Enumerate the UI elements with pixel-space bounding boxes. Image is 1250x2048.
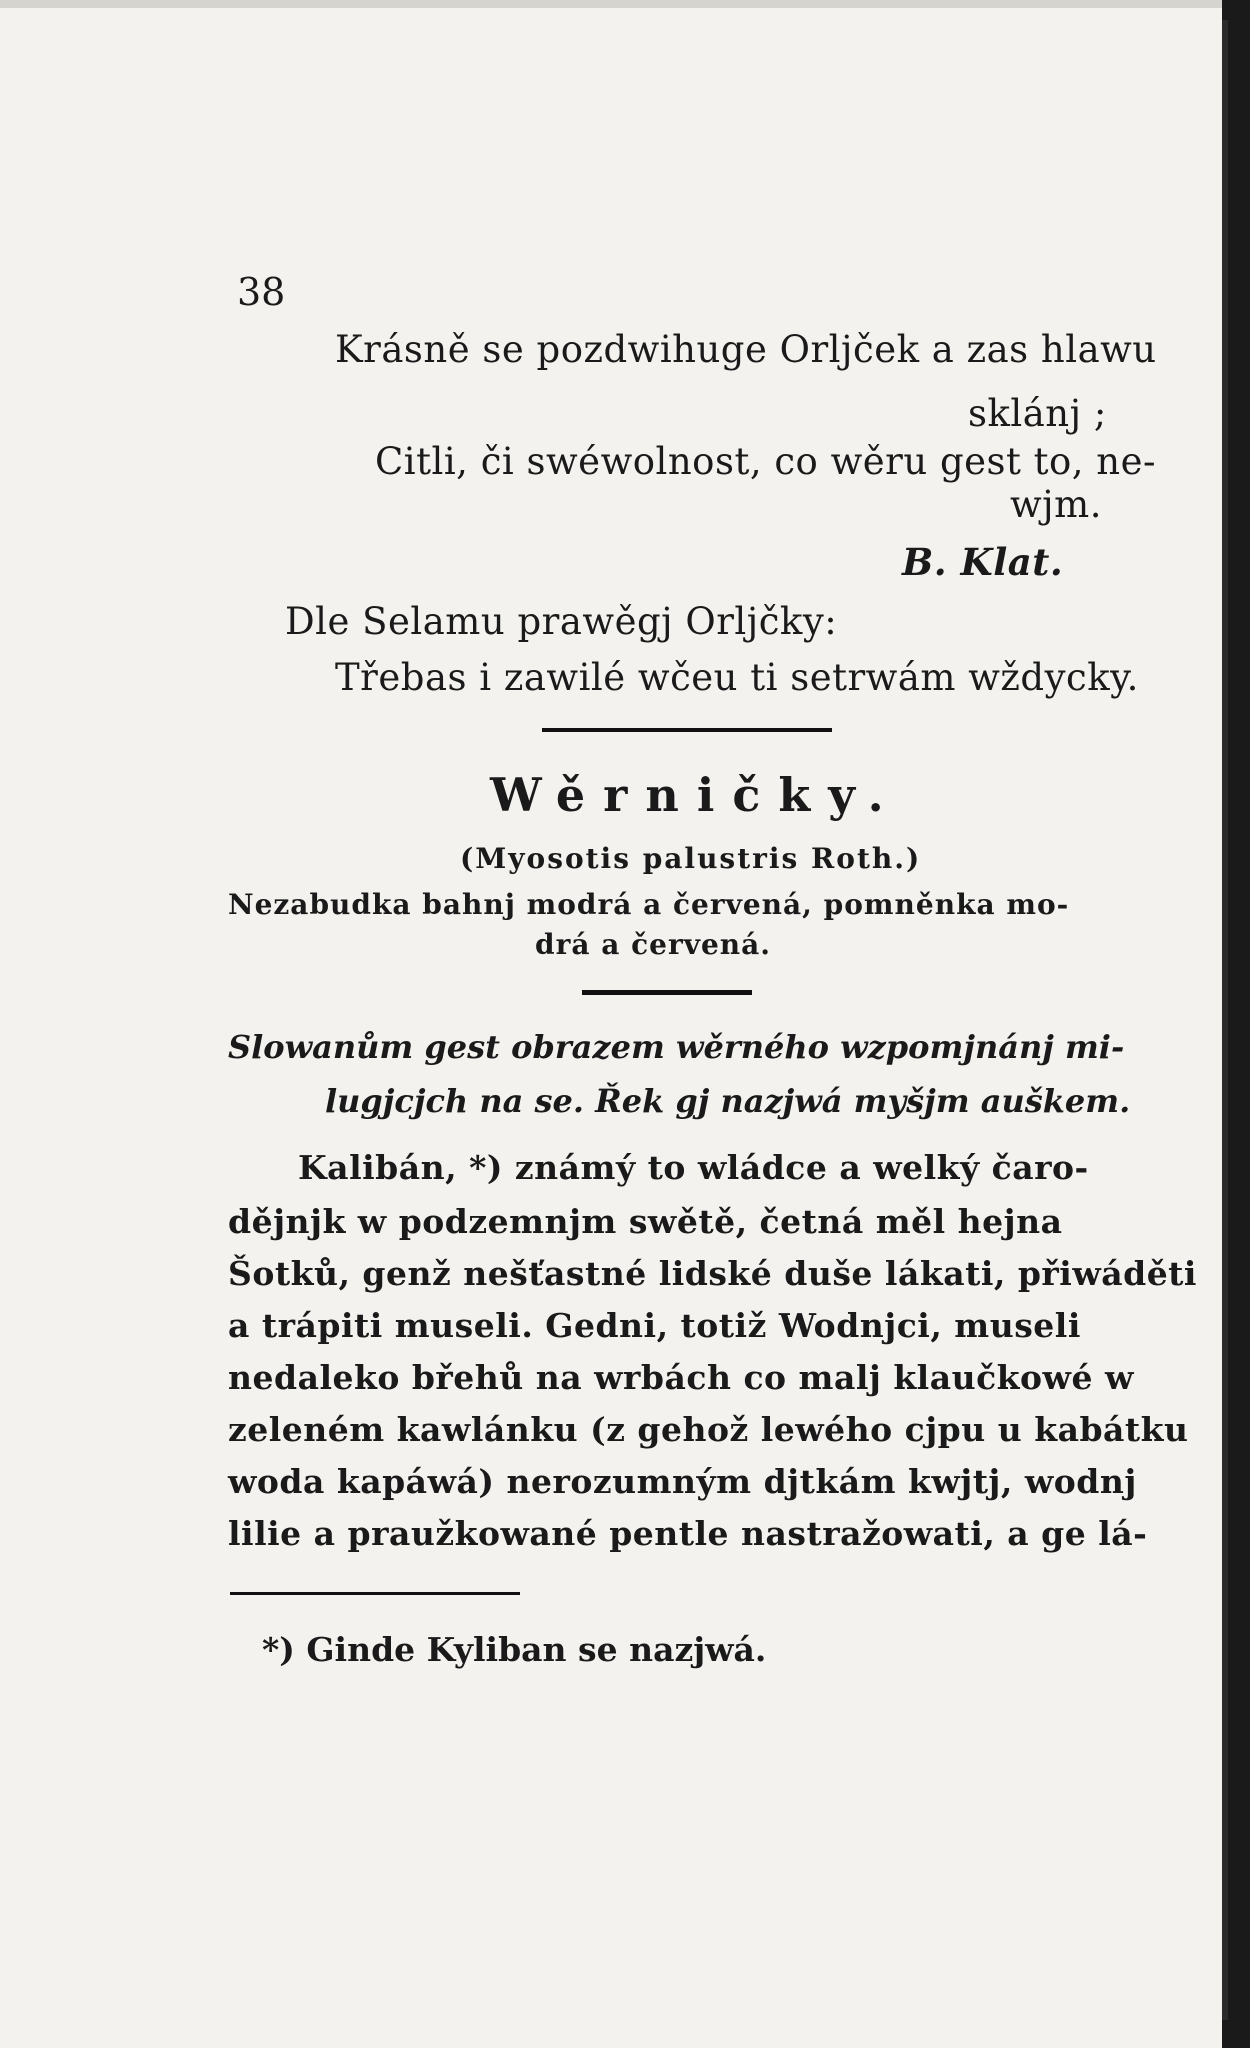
verse-attribution: B. Klat. bbox=[902, 540, 1064, 584]
scan-top-edge bbox=[0, 0, 1222, 8]
verse-line: Krásně se pozdwihuge Orljček a zas hlawu bbox=[335, 328, 1157, 371]
section-divider bbox=[542, 728, 832, 732]
verse-line: Citli, či swéwolnost, co wěru gest to, ne- bbox=[375, 440, 1157, 483]
footnote-divider bbox=[230, 1592, 520, 1595]
verse-line: wjm. bbox=[1010, 483, 1102, 526]
page-number: 38 bbox=[237, 270, 286, 314]
vernacular-names: drá a červená. bbox=[535, 928, 772, 961]
latin-name: (Myosotis palustris Roth.) bbox=[460, 842, 922, 875]
paragraph-line: a trápiti museli. Gedni, totiž Wodnjci, museli bbox=[228, 1306, 1081, 1345]
verse-line: sklánj ; bbox=[968, 392, 1107, 435]
quote-line: Dle Selamu prawěgj Orljčky: bbox=[285, 600, 838, 643]
footnote: *) Ginde Kyliban se nazjwá. bbox=[262, 1630, 767, 1669]
paragraph-line: nedaleko břehů na wrbách co malj klaučkowé w bbox=[228, 1358, 1134, 1397]
italic-motto-line: lugjcjch na se. Řek gj nazjwá myšjm auškem. bbox=[325, 1082, 1131, 1120]
paragraph-line: Šotků, genž nešťastné lidské duše lákati, přiwáděti bbox=[228, 1254, 1197, 1293]
paragraph-line: lilie a praužkowané pentle nastražowati, a ge lá- bbox=[228, 1514, 1148, 1553]
section-heading: Wěrničky. bbox=[490, 768, 902, 822]
paragraph-line: dějnjk w podzemnjm swětě, četná měl hejna bbox=[228, 1202, 1063, 1241]
italic-motto-line: Slowanům gest obrazem wěrného wzpomjnánj mi- bbox=[228, 1028, 1125, 1066]
paragraph-line: zeleném kawlánku (z gehož lewého cjpu u kabátku bbox=[228, 1410, 1189, 1449]
paragraph-line: Kalibán, *) známý to wládce a welký čaro- bbox=[298, 1148, 1089, 1187]
short-divider bbox=[582, 990, 752, 995]
scan-right-edge-shadow bbox=[1222, 20, 1228, 2020]
vernacular-names: Nezabudka bahnj modrá a červená, pomněnka mo- bbox=[228, 888, 1070, 921]
quote-line: Třebas i zawilé wčeu ti setrwám wždycky. bbox=[335, 656, 1139, 699]
paragraph-line: woda kapáwá) nerozumným djtkám kwjtj, wodnj bbox=[228, 1462, 1137, 1501]
